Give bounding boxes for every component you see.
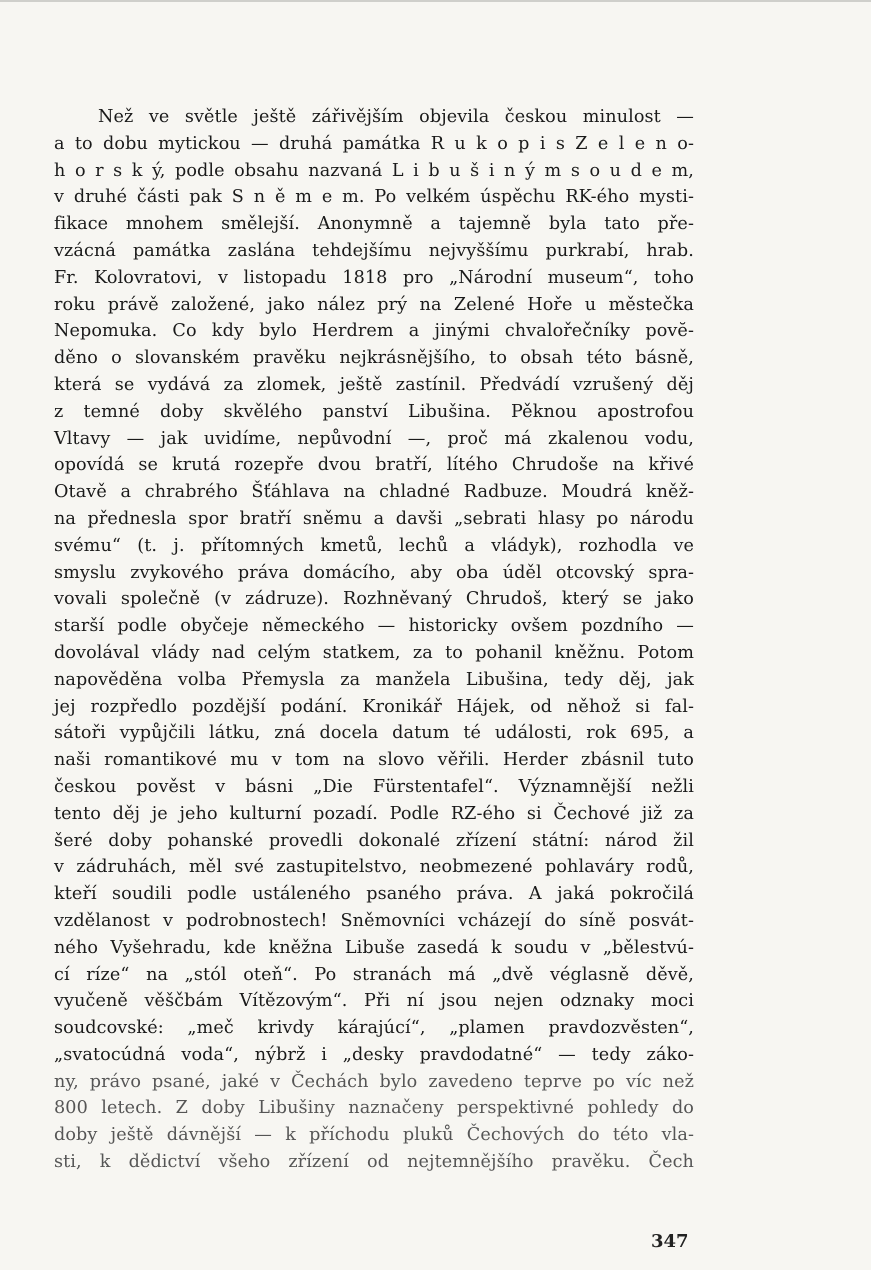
text-line: vzdělanost v podrobnostech! Sněmovníci vcházejí do síně posvát- (54, 910, 694, 931)
text-line: dovolával vlády nad celým statkem, za to pohanil kněžnu. Potom (54, 642, 694, 663)
text-line: Než ve světle ještě zářivějším objevila českou minulost — (98, 107, 694, 127)
text-line: naši romantikové mu v tom na slovo věřili. Herder zbásnil tuto (54, 750, 694, 771)
text-line: Fr. Kolovratovi, v listopadu 1818 pro „Národní museum“, toho (54, 267, 694, 288)
text-line: vovali společně (v zádruze). Rozhněvaný Chrudoš, který se jako (54, 589, 694, 610)
text-line: která se vydává za zlomek, ještě zastínil. Předvádí vzrušený děj (54, 374, 694, 395)
text-line: v zádruhách, měl své zastupitelstvo, neobmezené pohlaváry rodů, (54, 857, 694, 878)
text-line: českou pověst v básni „Die Fürstentafel“. Významnější nežli (54, 776, 694, 797)
page-top-edge (0, 0, 871, 2)
text-line: vzácná památka zaslána tehdejšímu nejvyššímu purkrabí, hrab. (54, 240, 694, 261)
text-line: starší podle obyčeje německého — historicky ovšem pozdního — (54, 616, 694, 637)
text-line: šeré doby pohanské provedli dokonalé zřízení státní: národ žil (54, 830, 694, 851)
text-line: sátoři vypůjčili látku, zná docela datum té události, rok 695, a (54, 723, 694, 744)
text-line: tento děj je jeho kulturní pozadí. Podle RZ-ého si Čechové již za (54, 803, 694, 824)
text-line: z temné doby skvělého panství Libušina. Pěknou apostrofou (54, 401, 694, 422)
text-line: roku právě založené, jako nález prý na Zelené Hoře u městečka (54, 294, 694, 315)
text-line: na přednesla spor bratří sněmu a davši „sebrati hlasy po národu (54, 508, 694, 529)
text-line: „svatocúdná voda“, nýbrž i „desky pravdodatné“ — tedy záko- (54, 1044, 694, 1065)
text-line: sti, k dědictví všeho zřízení od nejtemnějšího pravěku. Čech (54, 1152, 694, 1173)
text-line: doby ještě dávnější — k příchodu pluků Čechových do této vla- (54, 1125, 694, 1146)
text-line: smyslu zvykového práva domácího, aby oba úděl otcovský spra- (54, 562, 694, 583)
text-line: opovídá se krutá rozepře dvou bratří, lítého Chrudoše na křivé (54, 455, 694, 476)
body-text (54, 104, 694, 1176)
text-line: svému“ (t. j. přítomných kmetů, lechů a vládyk), rozhodla ve (54, 535, 694, 556)
text-line: a to dobu mytickou — druhá památka R u k o p i s Z e l e n o- (54, 133, 694, 154)
text-line: ného Vyšehradu, kde kněžna Libuše zasedá k soudu v „bělestvú- (54, 937, 694, 958)
text-line: soudcovské: „meč krivdy kárajúcí“, „plamen pravdozvěsten“, (54, 1018, 694, 1039)
text-line: Otavě a chrabrého Šťáhlava na chladné Radbuze. Moudrá kněž- (54, 482, 694, 503)
text-line: Nepomuka. Co kdy bylo Herdrem a jinými chvalořečníky povĕ- (54, 321, 694, 342)
text-line: napověděna volba Přemysla za manžela Libušina, tedy děj, jak (54, 669, 694, 690)
text-line: vyučeně věščbám Vítězovým“. Při ní jsou nejen odznaky moci (54, 991, 694, 1012)
text-line: jej rozpředlo pozdější podání. Kronikář Hájek, od něhož si fal- (54, 696, 694, 717)
text-line: děno o slovanském pravěku nejkrásnějšího, to obsah této básně, (54, 348, 694, 369)
text-line: Vltavy — jak uvidíme, nepůvodní —, proč má zkalenou vodu, (54, 428, 694, 449)
text-line: cí ríze“ na „stól oteň“. Po stranách má „dvě véglasně děvě, (54, 964, 694, 985)
text-line: kteří soudili podle ustáleného psaného práva. A jaká pokročilá (54, 884, 694, 905)
text-line: ny, právo psané, jaké v Čechách bylo zavedeno teprve po víc než (54, 1071, 694, 1092)
text-line: fikace mnohem smělejší. Anonymně a tajemně byla tato pře- (54, 214, 694, 235)
text-line: h o r s k ý, podle obsahu nazvaná L i b u š i n ý m s o u d e m, (54, 160, 694, 181)
page-number: 347 (651, 1231, 689, 1252)
text-line: v druhé části pak S n ě m e m. Po velkém úspěchu RK-ého mysti- (54, 187, 694, 208)
text-line: 800 letech. Z doby Libušiny naznačeny perspektivné pohledy do (54, 1098, 694, 1119)
